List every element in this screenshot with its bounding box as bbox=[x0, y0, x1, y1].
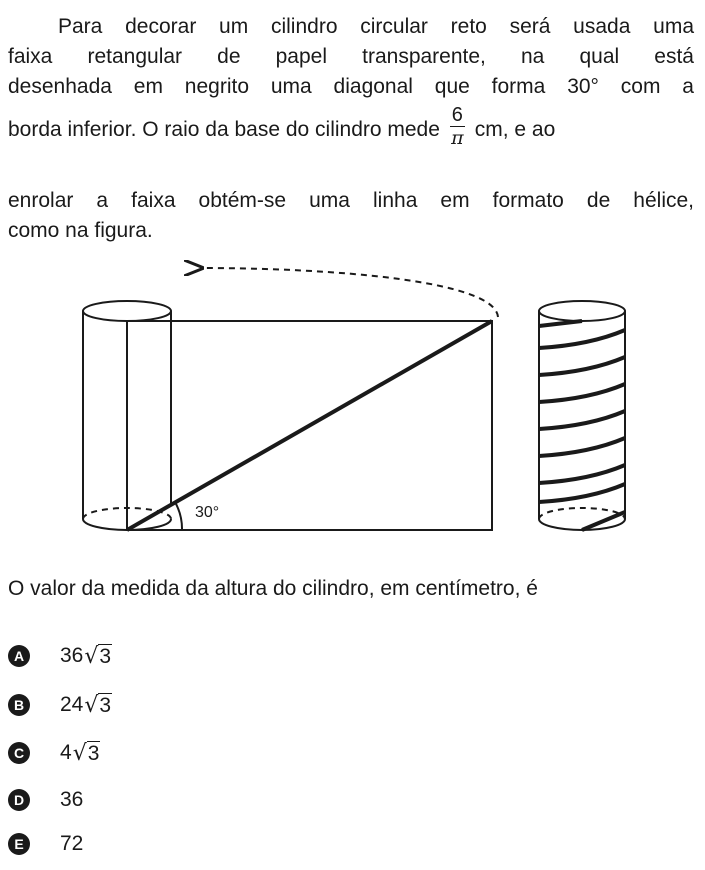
option-c-badge: C bbox=[8, 742, 30, 764]
option-a-coef: 36 bbox=[60, 644, 84, 667]
option-c[interactable] bbox=[8, 738, 100, 768]
radical-icon: √ bbox=[84, 643, 99, 669]
wrap-arrow bbox=[200, 268, 498, 317]
option-b-sqrt bbox=[83, 693, 112, 718]
question-text: O valor da medida da altura do cilindro, em centímetro, é bbox=[8, 577, 538, 600]
statement-line-2: faixa retangular de papel transparente, na qual está bbox=[8, 45, 694, 68]
cylinder-figure bbox=[0, 255, 705, 555]
option-b[interactable] bbox=[8, 690, 112, 720]
option-b-badge: B bbox=[8, 694, 30, 716]
angle-label: 30° bbox=[195, 504, 220, 521]
helix-line bbox=[539, 321, 625, 530]
option-d-badge: D bbox=[8, 789, 30, 811]
option-b-radicand: 3 bbox=[99, 693, 112, 717]
fraction-denominator: π bbox=[451, 127, 464, 149]
option-e-text: 72 bbox=[60, 832, 84, 855]
option-e-badge: E bbox=[8, 833, 30, 855]
statement-line-4 bbox=[8, 104, 694, 153]
problem-statement-part1 bbox=[8, 12, 694, 102]
statement-line-3: desenhada em negrito uma diagonal que forma 30° com a bbox=[8, 75, 694, 98]
fraction-numerator: 6 bbox=[451, 104, 463, 126]
option-c-sqrt bbox=[72, 741, 101, 766]
option-a-sqrt bbox=[83, 644, 112, 669]
option-a-radicand: 3 bbox=[99, 644, 112, 668]
strip-diagonal bbox=[127, 321, 492, 530]
statement-line-1: Para decorar um cilindro circular reto será usada uma bbox=[58, 15, 694, 38]
option-d[interactable] bbox=[8, 785, 83, 815]
option-c-radicand: 3 bbox=[87, 741, 100, 765]
radius-fraction bbox=[450, 104, 465, 149]
radical-icon: √ bbox=[84, 692, 99, 718]
statement-line-5: enrolar a faixa obtém-se uma linha em formato de hélice, bbox=[8, 189, 694, 212]
problem-statement-part2 bbox=[8, 186, 694, 246]
statement-line-4-end: cm, e ao bbox=[474, 118, 556, 142]
angle-arc bbox=[175, 502, 182, 530]
statement-line-4-start: borda inferior. O raio da base do cilindro mede bbox=[8, 118, 440, 142]
option-a[interactable] bbox=[8, 641, 112, 671]
option-d-text: 36 bbox=[60, 788, 84, 811]
option-c-coef: 4 bbox=[60, 741, 72, 764]
option-a-badge: A bbox=[8, 645, 30, 667]
radical-icon: √ bbox=[72, 740, 87, 766]
option-b-coef: 24 bbox=[60, 693, 84, 716]
statement-line-6: como na figura. bbox=[8, 219, 153, 242]
option-e[interactable] bbox=[8, 829, 83, 859]
